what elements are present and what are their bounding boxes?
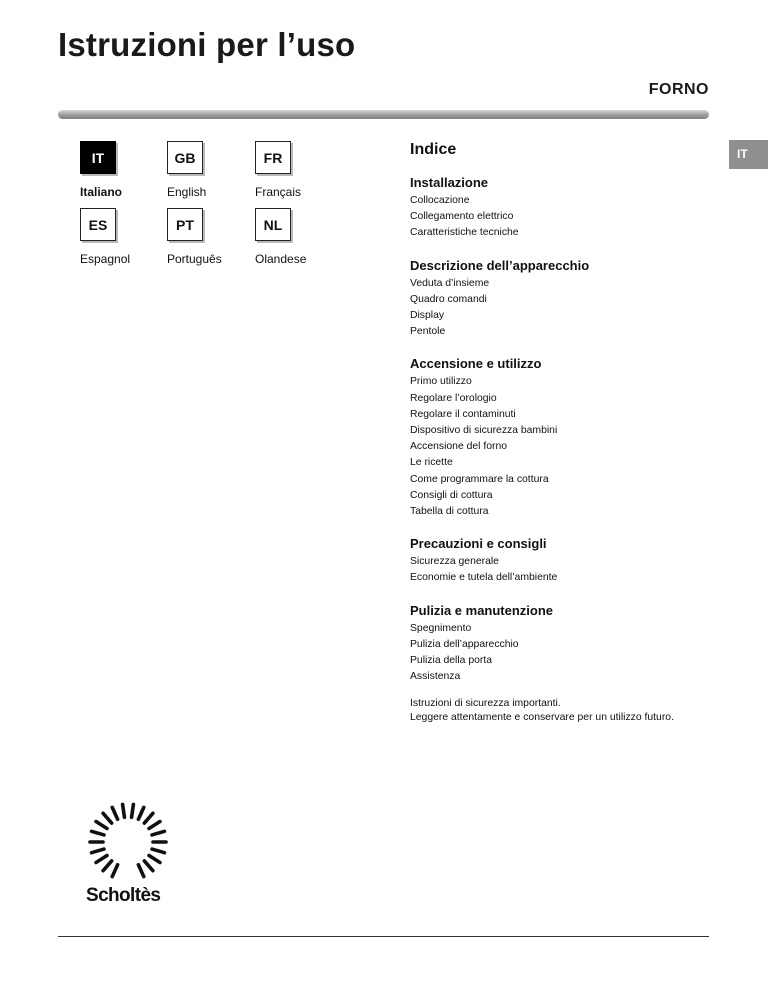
logo-ray [92,831,104,835]
index-title: Indice [410,141,457,158]
toc-item: Assistenza [410,671,461,683]
language-code-es: ES [80,208,116,241]
logo-ray [132,804,134,817]
toc-section-title: Pulizia e manutenzione [410,602,554,618]
language-name-fr: Français [255,185,302,199]
toc-section-title: Precauzioni e consigli [410,536,547,552]
toc-item: Veduta d’insieme [410,277,490,289]
logo-ray [103,813,112,823]
logo-ray [149,856,160,863]
logo-ray [92,849,104,853]
toc-item: Dispositivo di sicurezza bambini [410,425,558,437]
logo-ray [96,856,107,863]
toc-item: Caratteristiche tecniche [410,227,519,239]
toc-item: Quadro comandi [410,293,487,305]
toc-item: Accensione del forno [410,441,508,453]
toc-item: Sicurezza generale [410,556,499,568]
language-name-es: Espagnol [80,252,131,266]
header-divider [58,110,709,119]
logo-ray [152,849,164,853]
logo-ray [123,804,125,817]
toc-item: Collocazione [410,195,470,206]
toc-item: Collegamento elettrico [410,211,514,223]
toc-section-accensione [410,356,730,520]
toc-section-title: Accensione e utilizzo [410,356,542,372]
logo-ray [112,865,117,877]
logo-ray [96,821,107,828]
safety-note-line2: Leggere attentamente e conservare per un utilizzo futuro. [410,712,674,723]
language-gb[interactable] [167,141,247,199]
toc-item: Consigli di cottura [410,489,493,501]
logo-ray [144,813,153,823]
language-name-nl: Olandese [255,252,307,266]
toc-item: Tabella di cottura [410,506,489,518]
toc-section-title: Installazione [410,175,489,190]
logo-ray [152,831,164,835]
safety-note [410,697,674,725]
brand-logo-text: Scholtès [86,885,161,906]
language-nl[interactable] [255,208,335,266]
toc-item: Regolare l’orologio [410,392,497,404]
language-es[interactable] [80,208,160,266]
logo-ray [144,861,153,871]
page-title: Istruzioni per l’uso [58,26,356,63]
language-code-pt: PT [167,208,203,241]
toc-item: Economie e tutela dell’ambiente [410,572,558,584]
toc-item: Spegnimento [410,622,472,634]
toc-section-precauzioni [410,536,730,586]
toc-item: Pentole [410,326,446,338]
language-code-nl: NL [255,208,291,241]
language-fr[interactable] [255,141,335,199]
table-of-contents [410,141,730,701]
toc-item: Pulizia della porta [410,655,493,667]
footer-divider [58,936,709,937]
toc-section-pulizia [410,603,730,686]
toc-item: Pulizia dell’apparecchio [410,638,519,650]
toc-section-installazione [410,175,730,242]
language-it[interactable] [80,141,160,199]
toc-item: Come programmare la cottura [410,473,549,485]
toc-item: Display [410,310,445,322]
logo-ray [112,807,117,819]
logo-ray [138,807,143,819]
language-pt[interactable] [167,208,247,266]
safety-note-line1: Istruzioni di sicurezza importanti. [410,698,561,709]
logo-ray [103,861,112,871]
language-side-tab: IT [729,140,768,169]
language-code-it: IT [80,141,116,174]
language-code-fr: FR [255,141,291,174]
toc-item: Regolare il contaminuti [410,408,516,420]
toc-section-title: Descrizione dell’apparecchio [410,257,590,273]
product-name: FORNO [648,81,709,98]
toc-item: Primo utilizzo [410,376,472,388]
language-name-pt: Português [167,252,222,266]
logo-ray [138,865,143,877]
toc-section-descrizione [410,258,730,341]
language-name-gb: English [167,185,207,199]
language-name-it: Italiano [80,185,123,199]
language-code-gb: GB [167,141,203,174]
toc-item: Le ricette [410,457,453,469]
logo-ray [149,821,160,828]
